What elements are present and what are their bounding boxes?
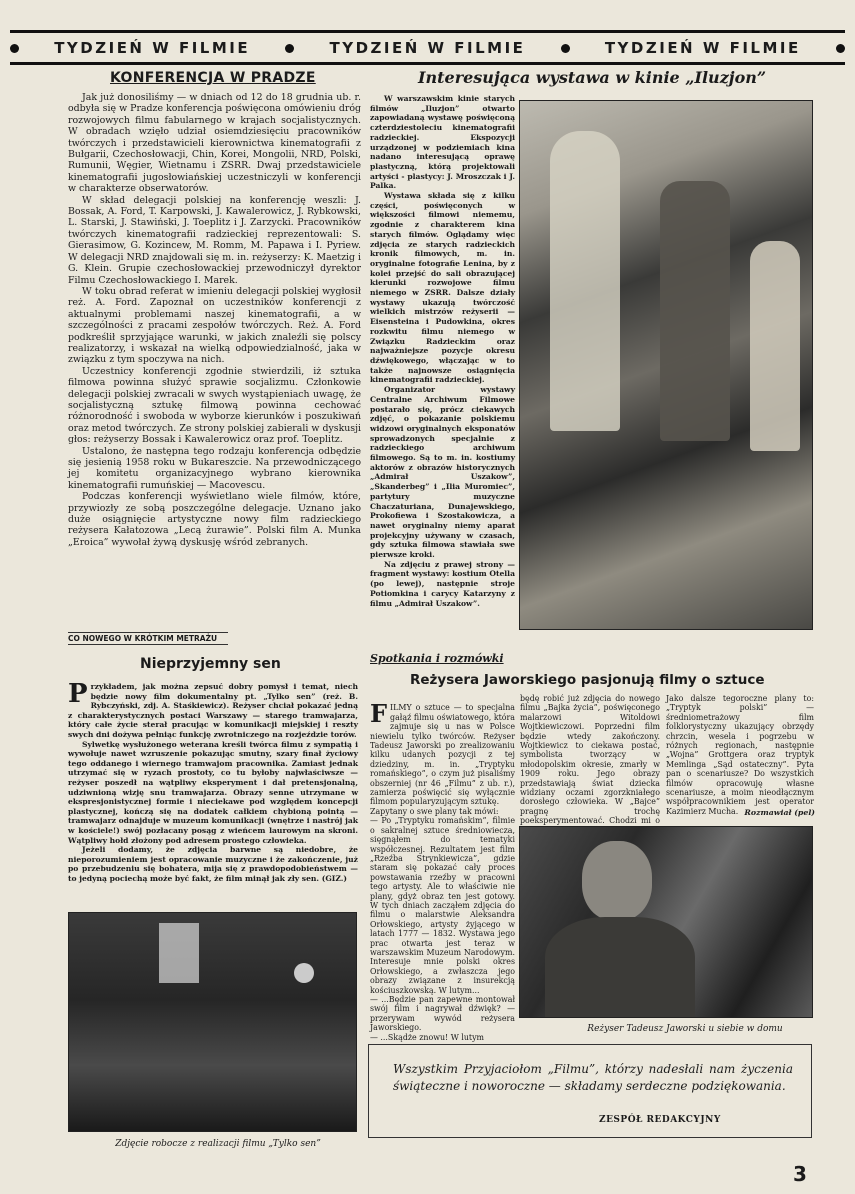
section-banner [10,36,845,60]
paragraph: Wystawa składa się z kilku części, poświęconych w większości filmowi niememu, zgodnie z charakterem kina starych filmów. Oglądamy więc zdjęcia ze starych radzieckich kronik filmowych, m. in. oryginalne fotografie Lenina, by z kolei przejść do sali obrazującej kierunki rozwojowe filmu niemego w ZSRR. Dalsze działy wystawy ukazują twórczość wielkich mistrzów reżyserii — Eisensteina i Pudowkina, okres rozkwitu filmu niemego w Związku Radzieckim oraz najważniejsze pozycje okresu dźwiękowego, włączając w to także najnowsze osiągnięcia kinematografii radzieckiej. [370,191,515,385]
interview-col-2: będę robić już zdjęcia do nowego filmu „Bajka życia”, poświęconego malarzowi Witoldowi Wojtkiewiczowi. Poprzedni film będzie wtedy zakończony. Wojtkiewicz to ciekawa postać, symbolista tworzący w młodopolskim okresie, zmarły w 1909 roku. Jego obrazy przedstawiają świat dziecka widziany oczami zgorzkniałego dorosłego człowieka. W „Bajce” pragnę trochę poeksperymentować. Chodzi mi o [520,694,660,826]
bullet-icon [561,44,570,53]
portrait-photo-caption: Reżyser Tadeusz Jaworski u siebie w domu [587,1024,783,1034]
interview-signature: Rozmawiał (pel) [744,808,815,817]
dream-title: Nieprzyjemny sen [140,656,281,672]
interview-kicker: Spotkania i rozmówki [370,652,504,665]
portrait-body [545,917,695,1017]
greeting-signature: ZESPÓŁ REDAKCYJNY [599,1115,721,1125]
paragraph: Sylwetkę wysłużonego weterana kreśli twórca filmu z sympatią i wywołuje nawet wzruszenie pokazując smutny, szary finał życiowy tego oddanego i wiernego tramwajom pracownika. Zamiast jednak utrzymać się w ryzach prostoty, co tu byłoby najwłaściwsze — reżyser poszedł na wątpliwy eksperyment i dał pretensjonalną, udziwnioną wizję snu tramwajarza. Obrazy senne utrzymane w ekspresjonistycznej formie i nieciekawe pod względem koncepcji plastycznej, kończą się na dodatek całkiem chybioną pointą — tramwajarz odnajduje w muzeum komunikacji (wnętrze i nastrój jak w kościele!) swój pozłacany posąg z wieńcem laurowym na skroni. Wątpliwy hołd złożony pod adresem prostego człowieka. [68,739,358,845]
paragraph: W toku obrad referat w imieniu delegacji polskiej wygłosił reż. A. Ford. Zapoznał on uczestników konferencji z aktualnymi problemami naszej kinematografii, a w szczególności z pracami zespołów twórczych. Reż. A. Ford podkreślił sprzyjające warunki, w jakich znaleźli się polscy realizatorzy, i wskazał na wielką odpowiedzialność, jaka w związku z tym spoczywa na nich. [68,285,361,366]
bullet-icon [836,44,845,53]
paragraph: Jeżeli dodamy, że zdjęcia barwne są niedobre, że nieporozumieniem jest opracowanie muzyczne i że zakończenie, już po przebudzeniu się bohatera, mija się z prawdopodobieństwem — to jedyną pociechą może być fakt, że film minął jak zły sen. (GIZ.) [68,845,358,883]
paragraph: Na zdjęciu z prawej strony — fragment wystawy: kostium Otella (po lewej), następnie stroje Potiomkina i carycy Katarzyny z filmu „Admirał Uszakow”. [370,559,515,608]
paragraph: Uczestnicy konferencji zgodnie stwierdzili, iż sztuka filmowa powinna służyć sprawie socjalizmu. Członkowie delegacji polskiej zwracali w swych wystąpieniach uwagę, że socjalistyczną sztukę filmową powinna cechować różnorodność i swoboda w wyborze kierunków i poszukiwań oraz metod twórczych. Ze strony polskiej zabierali w dyskusji głos: reżyserzy Bossak i Kawalerowicz oraz prof. Toeplitz. [68,365,361,446]
interview-col-3: Jako dalsze tegoroczne plany to: „Tryptyk polski” — średniometrażowy film folklorystyczny ukazujący obrzędy chrzcin, wesela i pogrzebu w różnych regionach, następnie „Wojna” Grottgera oraz tryptyk Memlinga „Sąd ostateczny”. Pyta pan o scenariusze? Do wszystkich filmów opracowuję własne scenariusze, a moim nieodłącznym współpracownikiem jest operator Kazimierz Mucha. [666,694,814,816]
header-rule-top [10,30,845,33]
interview-text: ILMY o sztuce — to specjalna gałąź filmu oświatowego, która zajmuje się u nas w Polsce niewielu tylko twórców. Reżyser Tadeusz Jaworski po zrealizowaniu kilku udanych pozycji z tej dziedziny, m. in. „Tryptyku romańskiego”, o czym już pisaliśmy obszerniej (nr 46 „Filmu” z ub. r.), zamierza poświęcić się wyłącznie filmom popularyzującym sztukę. Zapytany o swe plany tak mówi: — Po „Tryptyku romańskim”, filmie o sakralnej sztuce średniowiecza, sięgnąłem do tematyki współczesnej. Rezultatem jest film „Rzeźba Strynkiewicza”, gdzie staram się pokazać cały proces powstawania rzeźby w pracowni tego artysty. Ale to właściwie nie plany, gdyż obraz ten jest gotowy. W tych dniach zacząłem zdjęcia do filmu o malarstwie Aleksandra Orłowskiego, artysty żyjącego w latach 1777 — 1832. Wystawa jego prac otwarta jest teraz w warszawskim Muzeum Narodowym. Interesuje mnie polski okres Orłowskiego, a zwłaszcza jego obrazy związane z insurekcją kościuszkowską. W lutym... — ...Będzie pan zapewne montował swój film i nagrywał dźwięk? — przerywam wywód reżysera Jaworskiego. — ...Skądże znowu! W lutym [370,703,515,1042]
poster-in-photo [159,923,199,983]
portrait-photo [519,826,813,1018]
drop-cap: F [370,699,388,729]
portrait-face [582,841,652,921]
exhibition-body [370,94,515,608]
paragraph: rzykładem, jak można zepsuć dobry pomysł i temat, niech będzie nowy film dokumentalny pt. „Tylko sen” (reż. B. Rybczyński, zdj. A. Staśkiewicz). Reżyser chciał pokazać jedną z charakterystycznych postaci Warszawy — starego tramwajarza, który całe życie sterał pracując w komunikacji miejskiej i reszty swych dni dożywa pełniąc funkcję zwrotniczego na rozjeździe torów. [68,682,358,739]
banner-segment: TYDZIEŃ W FILMIE [54,39,251,57]
header-rule-bottom [10,62,845,65]
conference-title: KONFERENCJA W PRADZE [110,70,316,86]
greeting-box [368,1044,812,1138]
paragraph: Jak już donosiliśmy — w dniach od 12 do 18 grudnia ub. r. odbyła się w Pradze konferencja poświęcona omówieniu dróg rozwojowych filmu fabularnego w krajach socjalistycznych. W obradach wzięło udział osiemdziesięciu pracowników twórczych i przedstawicieli kierownictwa kinematografii z Bułgarii, Czechosłowacji, Chin, Korei, Mongolii, NRD, Polski, Rumunii, Węgier, Wietnamu i ZSRR. Dwaj przedstawiciele kinematografii jugosłowiańskiej uczestniczyli w konferencji w charakterze obserwatorów. [68,92,361,195]
paragraph: Ustalono, że następna tego rodzaju konferencja odbędzie się jesienią 1958 roku w Bukareszcie. Na przewodniczącego jej komitetu organizacyjnego wybrano kierownika kinematografii rumuńskiej — Macovescu. [68,445,361,491]
conference-body [68,92,361,548]
dream-body [68,679,358,883]
costume-figure [550,131,620,431]
bullet-icon [285,44,294,53]
drop-cap: P [68,679,88,709]
paragraph: Organizator wystawy Centralne Archiwum Filmowe postarało się, prócz ciekawych zdjęć, o pokazanie polskiemu widzowi oryginalnych eksponatów sprowadzonych specjalnie z radzieckiego archiwum filmowego. Są to m. in. kostiumy aktorów z obrazów historycznych „Admirał Uszakow”, „Skanderbeg” i „Ilia Muromiec”, partytury muzyczne Chaczaturiana, Dunajewskiego, Prokofiewa i Szostakowicza, a nawet oryginalny niemy aparat projekcyjny używany w czasach, gdy sztuka filmowa stawiała swe pierwsze kroki. [370,385,515,560]
lamp-in-photo [294,963,314,983]
exhibition-title: Interesująca wystawa w kinie „Iluzjon” [418,68,767,87]
paragraph: W warszawskim kinie starych filmów „Iluzjon” otwarto zapowiadaną wystawę poświęconą czterdziestoleciu kinematografii radzieckiej. Ekspozycji urządzonej w podziemiach kina nadano interesującą oprawę plastyczną, którą projektowali artyści - plastycy: J. Mroszczak i J. Palka. [370,94,515,191]
dream-photo [68,912,357,1132]
dream-photo-caption: Zdjęcie robocze z realizacji filmu „Tylko sen” [115,1139,321,1149]
short-film-section-label: CO NOWEGO W KRÓTKIM METRAŻU [68,632,228,645]
bullet-icon [10,44,19,53]
page-number: 3 [793,1162,807,1186]
banner-segment: TYDZIEŃ W FILMIE [329,39,526,57]
exhibition-photo [519,100,813,630]
paragraph: Podczas konferencji wyświetlano wiele filmów, które, przywiozły ze sobą poszczególne delegacje. Uznano jako duże osiągnięcie artystyczne nowy film radzieckiego reżysera Kałatozowa „Lecą żurawie”. Polski film A. Munka „Eroica” wywołał żywą dyskusję wśród zebranych. [68,491,361,548]
banner-segment: TYDZIEŃ W FILMIE [604,39,801,57]
costume-figure [750,241,800,451]
costume-figure [660,181,730,441]
paragraph: W skład delegacji polskiej na konferencję weszli: J. Bossak, A. Ford, T. Karpowski, J. Kawalerowicz, J. Rybkowski, L. Starski, J. Stawiński, J. Toeplitz i J. Zarzycki. Pracowników twórczych kinematografii radzieckiej reprezentowali: S. Gierasimow, G. Kozincew, M. Romm, M. Papawa i I. Pyriew. W delegacji NRD znajdowali się m. in. reżyserzy: K. Maetzig i G. Klein. Grupie czechosłowackiej przewodniczył dyrektor Filmu Czechosłowackiego I. Marek. [68,194,361,286]
interview-title: Reżysera Jaworskiego pasjonują filmy o sztuce [410,672,765,688]
greeting-text: Wszystkim Przyjaciołom „Filmu”, którzy nadesłali nam życzenia świąteczne i noworoczne — składamy serdeczne podziękowania. [393,1062,793,1093]
interview-col-1 [370,694,515,1042]
